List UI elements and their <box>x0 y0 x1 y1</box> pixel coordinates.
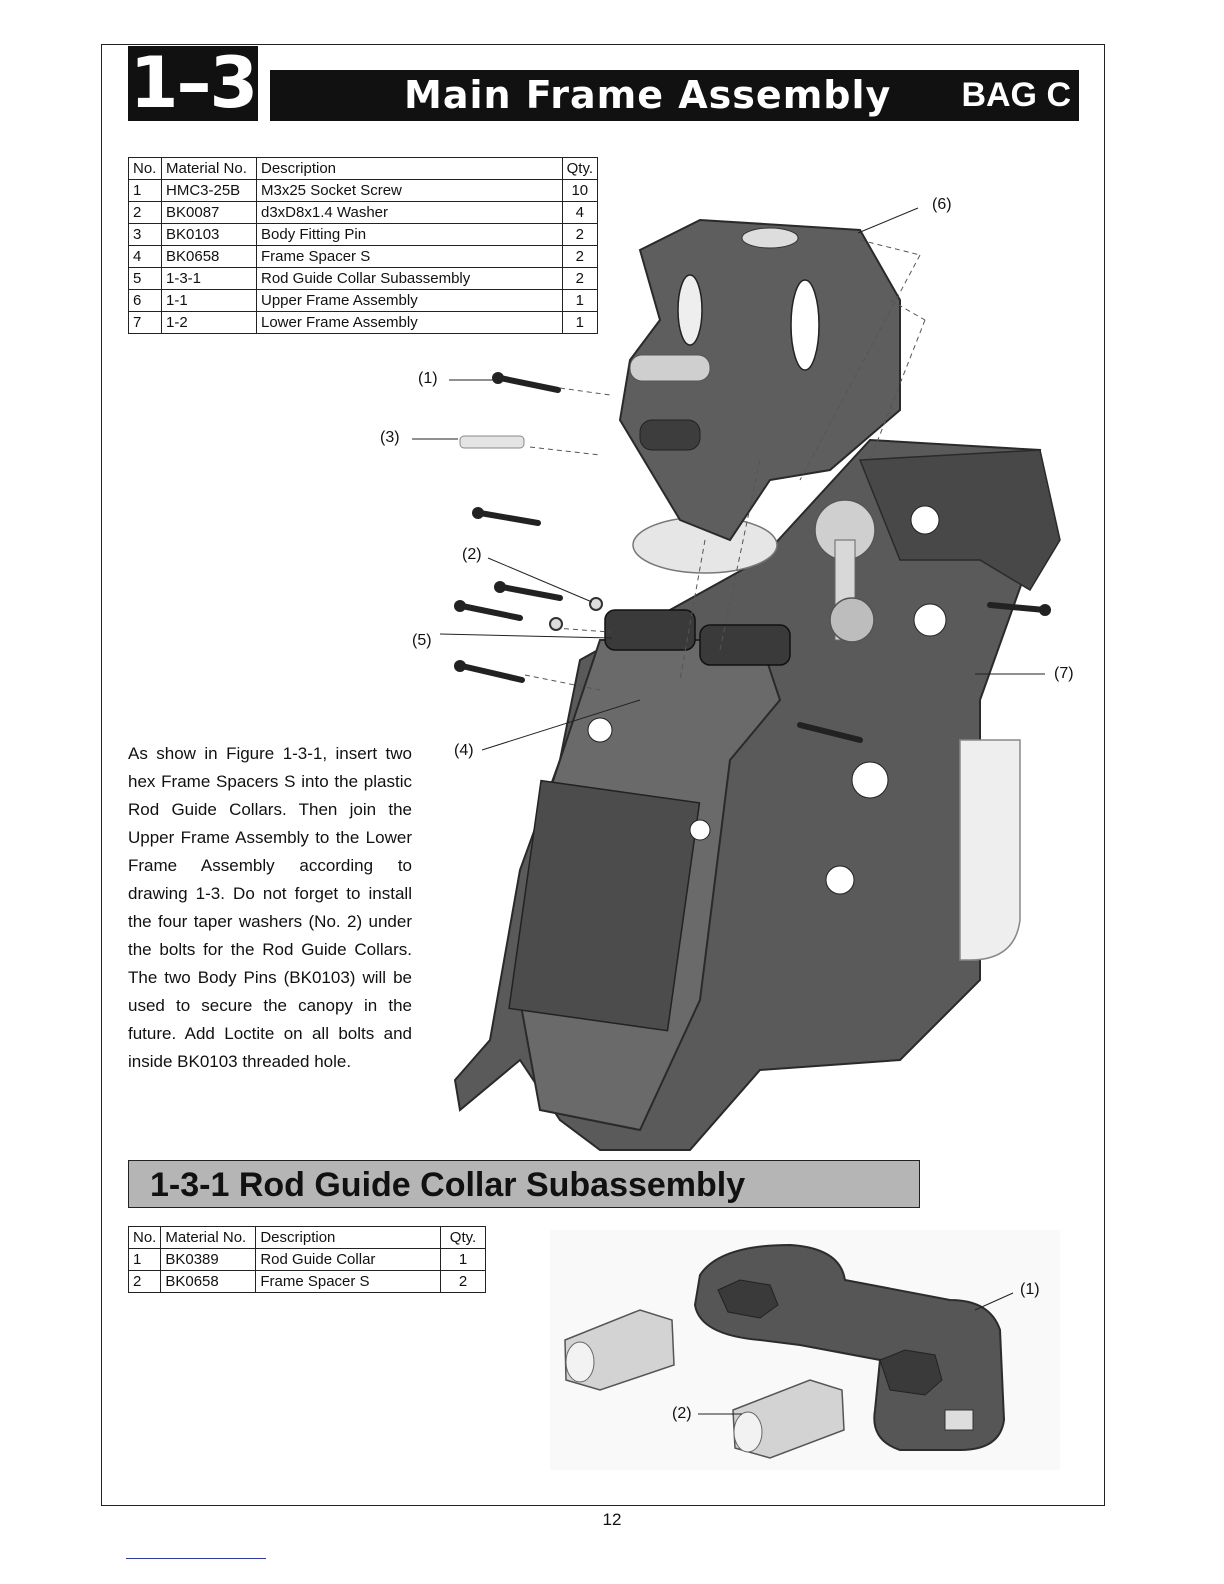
cell-no: 5 <box>129 268 162 290</box>
header-no: No. <box>129 1227 161 1249</box>
sub-callout-2: (2) <box>672 1405 692 1422</box>
cell-qty: 1 <box>562 312 597 334</box>
subsection-title: 1-3-1 Rod Guide Collar Subassembly <box>150 1166 746 1204</box>
footer-line <box>126 1558 266 1559</box>
cell-no: 2 <box>129 202 162 224</box>
header-material: Material No. <box>161 1227 256 1249</box>
cell-material: BK0658 <box>162 246 257 268</box>
cell-qty: 2 <box>562 224 597 246</box>
cell-no: 4 <box>129 246 162 268</box>
cell-no: 6 <box>129 290 162 312</box>
callout-1: (1) <box>418 370 438 387</box>
cell-material: BK0658 <box>161 1271 256 1293</box>
callout-7: (7) <box>1054 665 1074 682</box>
spacer-bore <box>734 1412 762 1452</box>
callout-6: (6) <box>932 196 952 213</box>
instructions-text: As show in Figure 1-3-1, insert two hex Frame Spacers S into the plastic Rod Guide Collars. Then join the Upper Frame Assembly to the Lower Frame Assembly according to drawing 1-3. Do not forget to install the four taper washers (No. 2) under the bolts for the Rod Guide Collars. The two Body Pins (BK0103) will be used to secure the canopy in the future. Add Loctite on all bolts and inside BK0103 threaded hole. <box>128 744 412 1071</box>
cell-no: 1 <box>129 180 162 202</box>
cell-description: Rod Guide Collar Subassembly <box>257 268 563 290</box>
cell-no: 1 <box>129 1249 161 1271</box>
cell-description: Rod Guide Collar <box>256 1249 441 1271</box>
header-description: Description <box>257 158 563 180</box>
cell-description: Upper Frame Assembly <box>257 290 563 312</box>
cell-description: Frame Spacer S <box>257 246 563 268</box>
cell-no: 3 <box>129 224 162 246</box>
cell-material: 1-2 <box>162 312 257 334</box>
cell-qty: 2 <box>441 1271 486 1293</box>
cell-qty: 1 <box>441 1249 486 1271</box>
cell-no: 7 <box>129 312 162 334</box>
page-number: 12 <box>602 1510 622 1529</box>
cell-no: 2 <box>129 1271 161 1293</box>
spacer-bore <box>566 1342 594 1382</box>
cell-description: Frame Spacer S <box>256 1271 441 1293</box>
header-description: Description <box>256 1227 441 1249</box>
cell-qty: 4 <box>562 202 597 224</box>
cell-qty: 2 <box>562 246 597 268</box>
cell-material: 1-1 <box>162 290 257 312</box>
header-no: No. <box>129 158 162 180</box>
cell-material: 1-3-1 <box>162 268 257 290</box>
callout-4: (4) <box>454 742 474 759</box>
cell-material: BK0389 <box>161 1249 256 1271</box>
section-number: 1–3 <box>129 42 257 124</box>
cell-qty: 1 <box>562 290 597 312</box>
cell-description: Body Fitting Pin <box>257 224 563 246</box>
header-qty: Qty. <box>562 158 597 180</box>
callout-3: (3) <box>380 429 400 446</box>
cell-description: Lower Frame Assembly <box>257 312 563 334</box>
cell-qty: 10 <box>562 180 597 202</box>
callout-2: (2) <box>462 546 482 563</box>
header-qty: Qty. <box>441 1227 486 1249</box>
cell-description: d3xD8x1.4 Washer <box>257 202 563 224</box>
header-material: Material No. <box>162 158 257 180</box>
callout-5: (5) <box>412 632 432 649</box>
cell-material: HMC3-25B <box>162 180 257 202</box>
cell-material: BK0103 <box>162 224 257 246</box>
cell-material: BK0087 <box>162 202 257 224</box>
bag-label: BAG C <box>961 76 1071 114</box>
hex-hole-shape <box>880 1350 942 1395</box>
collar-slot-shape <box>945 1410 973 1430</box>
sub-callout-1: (1) <box>1020 1281 1040 1298</box>
cell-qty: 2 <box>562 268 597 290</box>
section-title: Main Frame Assembly <box>404 73 892 117</box>
cell-description: M3x25 Socket Screw <box>257 180 563 202</box>
